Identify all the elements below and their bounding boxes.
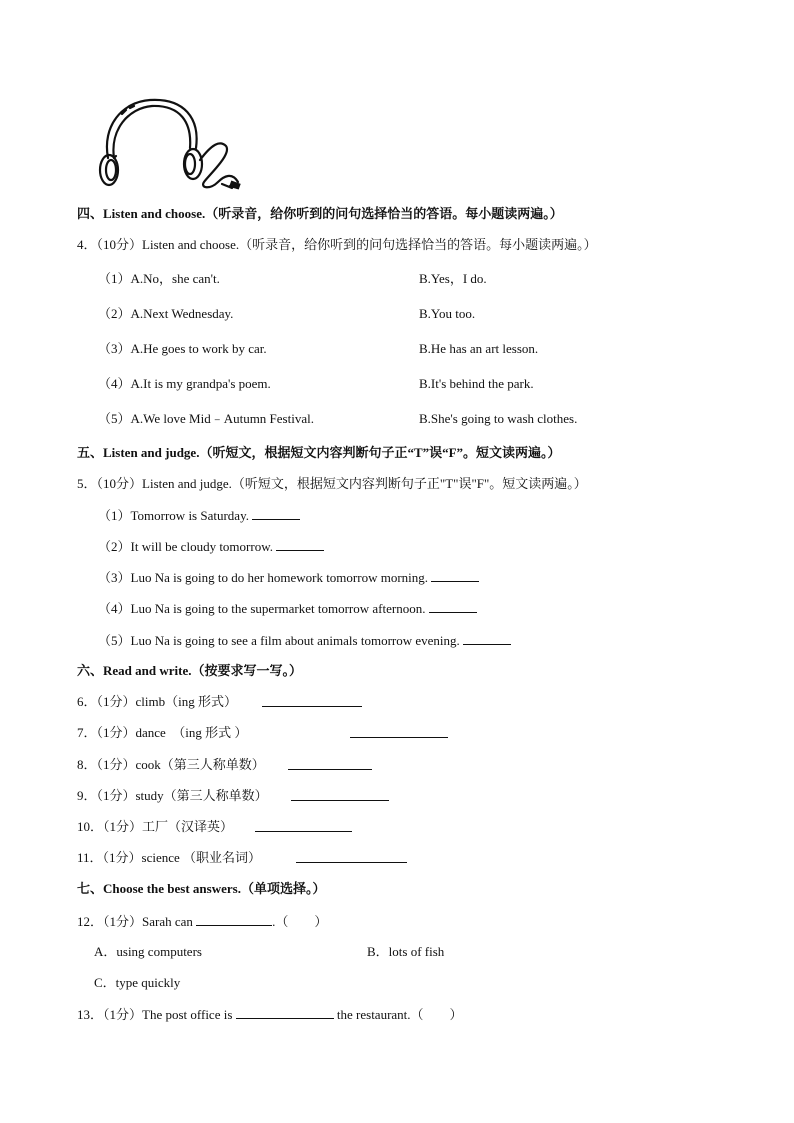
question-9-answer-blank[interactable] (291, 788, 389, 805)
question-11-answer-blank[interactable] (296, 850, 407, 867)
q4-item-5-option-b: B.She's going to wash clothes. (419, 411, 578, 426)
question-5-prompt (77, 476, 587, 492)
q5-item-1 (98, 507, 300, 524)
question-12-stem (77, 913, 327, 930)
question-5-number: 5．（10分） (77, 476, 143, 491)
answer-blank[interactable] (429, 600, 477, 613)
question-12-answer-blank[interactable] (196, 913, 272, 926)
section-6-heading: 六、Read and write.（按要求写一写。） (77, 663, 302, 678)
q12-option-a: A．using computers (94, 944, 202, 959)
question-5-text: Listen and judge.（听短文，根据短文内容判断句子正"T"误"F"。短文读两遍。） (142, 476, 587, 491)
question-13-stem (77, 1006, 463, 1023)
question-8-answer-blank[interactable] (288, 757, 372, 774)
q4-item-4-option-b: B.It's behind the park. (419, 376, 534, 391)
question-12-text-after: .（ ） (272, 914, 328, 929)
section-4-heading: 四、Listen and choose.（听录音，给你听到的问句选择恰当的答语。每小题读两遍。） (77, 206, 563, 221)
section-7-heading: 七、Choose the best answers.（单项选择。） (77, 881, 326, 896)
q4-item-2-option-b: B.You too. (419, 306, 476, 321)
q4-item-3-option-a: （3）A.He goes to work by car. (98, 341, 267, 356)
q5-item-3 (98, 569, 479, 586)
q12-option-c: C．type quickly (94, 975, 181, 990)
question-13-number: 13．（1分） (77, 1007, 143, 1022)
question-8-text: 8．（1分）cook（第三人称单数） (77, 757, 265, 772)
question-11-text: 11．（1分）science （职业名词） (77, 850, 262, 865)
q5-item-5-text: （5）Luo Na is going to see a film about animals tomorrow evening. (98, 633, 460, 648)
section-5-heading: 五、Listen and judge.（听短文，根据短文内容判断句子正“T”误“F”。短文读两遍。） (77, 445, 561, 460)
question-12-number: 12．（1分） (77, 914, 143, 929)
question-9-text: 9．（1分）study（第三人称单数） (77, 788, 268, 803)
q5-item-2-text: （2）It will be cloudy tomorrow. (98, 539, 273, 554)
question-7-text: 7．（1分）dance （ing 形式 ） (77, 725, 248, 740)
question-6-text: 6．（1分）climb（ing 形式） (77, 694, 237, 709)
q12-option-b: B．lots of fish (367, 944, 445, 959)
question-10-text: 10．（1分）工厂（汉译英） (77, 819, 234, 834)
q4-item-1-option-b: B.Yes，I do. (419, 271, 487, 286)
q4-item-3-option-b: B.He has an art lesson. (419, 341, 539, 356)
headphones-icon (92, 96, 248, 196)
q5-item-1-text: （1）Tomorrow is Saturday. (98, 508, 249, 523)
q5-item-4 (98, 600, 477, 617)
question-12-text-before: Sarah can (142, 914, 193, 929)
q5-item-5 (98, 632, 511, 649)
answer-blank[interactable] (431, 569, 479, 582)
question-13-text-before: The post office is (142, 1007, 233, 1022)
answer-blank[interactable] (463, 632, 511, 645)
answer-blank[interactable] (252, 507, 300, 520)
q5-item-2 (98, 538, 324, 555)
question-4-number: 4．（10分） (77, 237, 143, 252)
answer-blank[interactable] (276, 538, 324, 551)
question-13-text-after: the restaurant.（ ） (336, 1007, 463, 1022)
question-4-prompt (77, 237, 597, 253)
q4-item-1-option-a: （1）A.No，she can't. (98, 271, 220, 286)
question-10-answer-blank[interactable] (255, 819, 352, 836)
q4-item-2-option-a: （2）A.Next Wednesday. (98, 306, 234, 321)
question-6-answer-blank[interactable] (262, 694, 362, 711)
q5-item-4-text: （4）Luo Na is going to the supermarket tomorrow afternoon. (98, 601, 426, 616)
question-4-text: Listen and choose.（听录音，给你听到的问句选择恰当的答语。每小题读两遍。） (142, 237, 597, 252)
q4-item-5-option-a: （5）A.We love Mid﹣Autumn Festival. (98, 411, 314, 426)
q5-item-3-text: （3）Luo Na is going to do her homework tomorrow morning. (98, 570, 429, 585)
question-7-answer-blank[interactable] (350, 725, 448, 742)
q4-item-4-option-a: （4）A.It is my grandpa's poem. (98, 376, 271, 391)
question-13-answer-blank[interactable] (236, 1006, 334, 1019)
